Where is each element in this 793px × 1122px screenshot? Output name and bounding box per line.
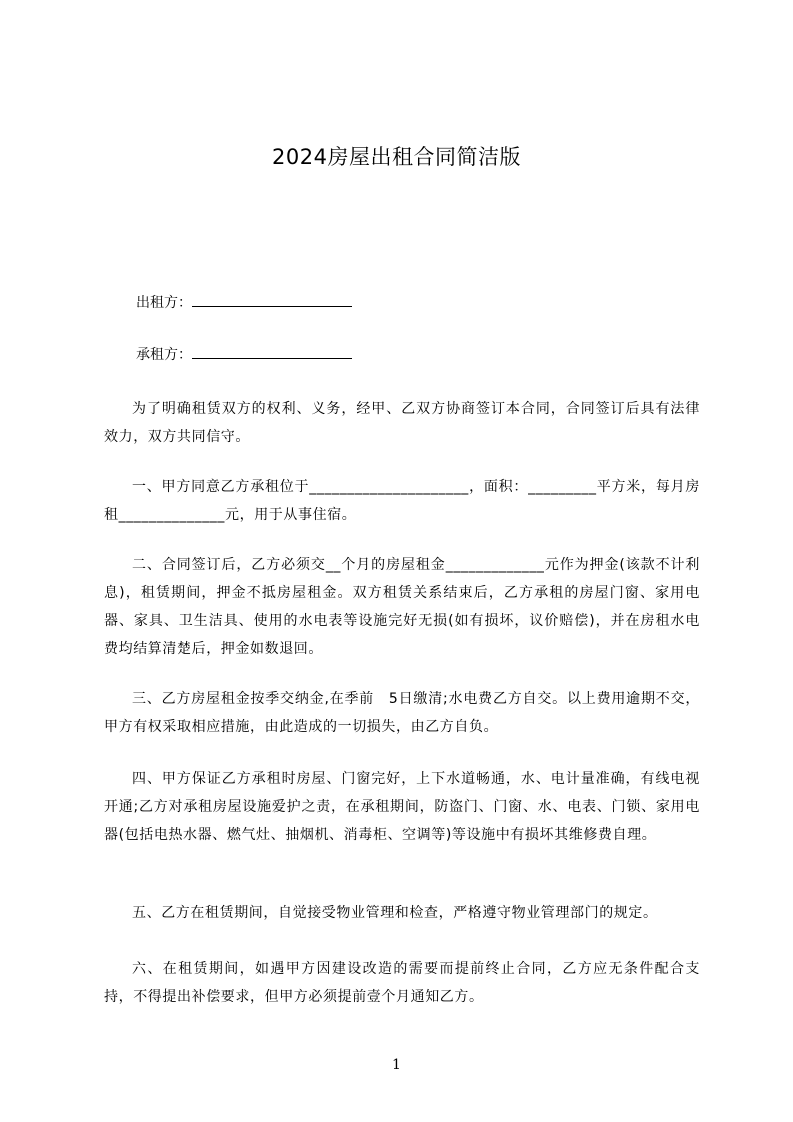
document-title: 2024房屋出租合同简洁版	[272, 145, 521, 169]
clause-5: 五、乙方在租赁期间，自觉接受物业管理和检查，严格遵守物业管理部门的规定。	[132, 905, 658, 921]
lessor-line	[136, 291, 352, 313]
clause-1: 一、甲方同意乙方承租位于_____________________，面积：_________平方米，每月房租______________元，用于从事住宿。	[104, 479, 700, 523]
clause-4: 四、甲方保证乙方承租时房屋、门窗完好，上下水道畅通，水、电计量准确，有线电视开通;乙方对承租房屋设施爱护之责，在承租期间，防盗门、门窗、水、电表、门锁、家用电器(包括电热水器、燃气灶、抽烟机、消毒柜、空调等)等设施中有损坏其维修费自理。	[104, 771, 700, 843]
lessee-blank	[192, 343, 352, 359]
lessor-blank	[192, 291, 352, 307]
page-number: 1	[392, 1057, 401, 1073]
lessor-label: 出租方：	[136, 295, 192, 311]
intro-paragraph: 为了明确租赁双方的权利、义务，经甲、乙双方协商签订本合同，合同签订后具有法律效力，双方共同信守。	[104, 401, 700, 445]
lessee-line	[136, 343, 352, 365]
lessee-label: 承租方：	[136, 347, 192, 363]
clause-2: 二、合同签订后，乙方必须交__个月的房屋租金_____________元作为押金(该款不计利息)，租赁期间，押金不抵房屋租金。双方租赁关系结束后，乙方承租的房屋门窗、家用电器、家具、卫生洁具、使用的水电表等设施完好无损(如有损坏，议价赔偿)，并在房租水电费均结算清楚后，押金如数退回。	[104, 557, 700, 657]
clause-3: 三、乙方房屋租金按季交纳金,在季前 5日缴清;水电费乙方自交。以上费用逾期不交，甲方有权采取相应措施，由此造成的一切损失，由乙方自负。	[104, 691, 700, 735]
clause-6: 六、在租赁期间，如遇甲方因建设改造的需要而提前终止合同，乙方应无条件配合支持，不得提出补偿要求，但甲方必须提前壹个月通知乙方。	[104, 961, 700, 1005]
